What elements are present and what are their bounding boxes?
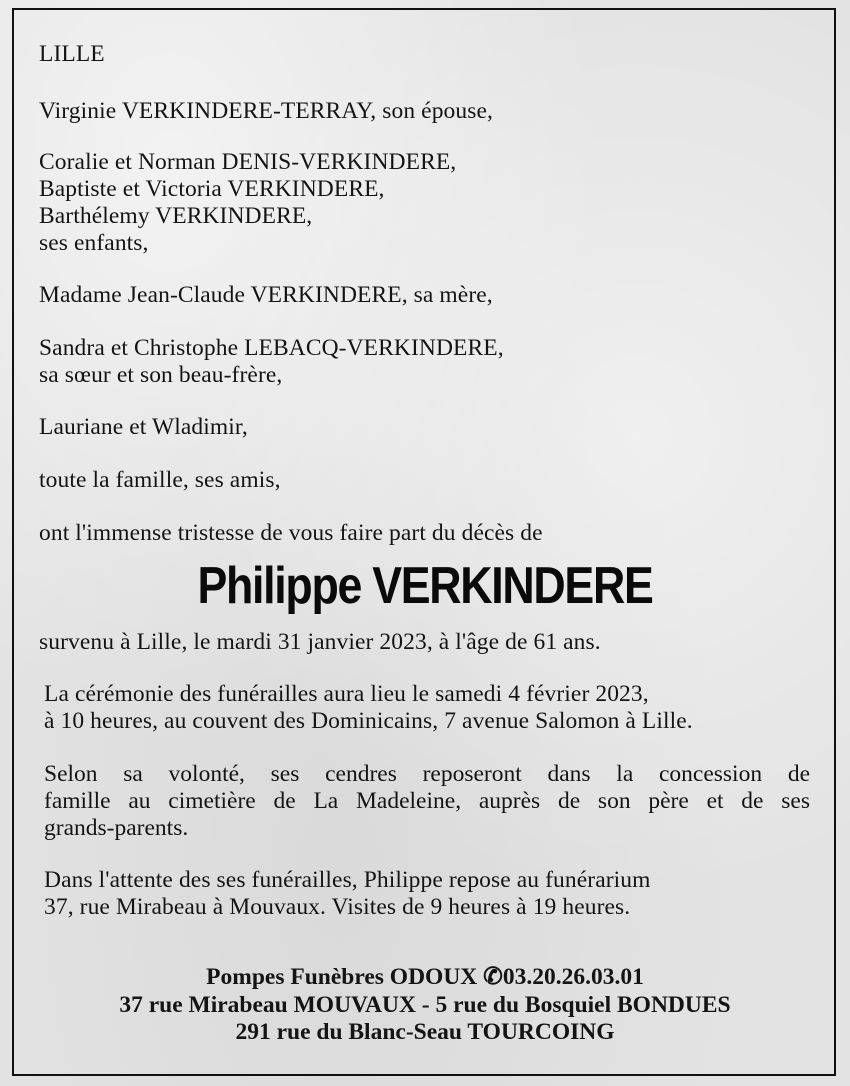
deceased-name: Philippe VERKINDERE	[197, 557, 653, 615]
funeral-home-phone: 03.20.26.03.01	[502, 964, 644, 990]
wishes-line-2: famille au cimetière de La Madeleine, auprès de son père et de ses	[44, 788, 810, 814]
wishes-line-3: grands-parents.	[44, 815, 189, 841]
wife-line: Virginie VERKINDERE-TERRAY, son épouse,	[39, 98, 493, 124]
others-line: Lauriane et Wladimir,	[39, 414, 248, 440]
children-line: Coralie et Norman DENIS-VERKINDERE,	[39, 149, 457, 175]
ceremony-line: à 10 heures, au couvent des Dominicains, 7 avenue Salomon à Lille.	[44, 708, 693, 734]
death-details: survenu à Lille, le mardi 31 janvier 2023, à l'âge de 61 ans.	[39, 629, 601, 655]
sister-relation: sa sœur et son beau-frère,	[39, 362, 283, 388]
funeral-home-address: 37 rue Mirabeau MOUVAUX - 5 rue du Bosquiel BONDUES	[119, 992, 731, 1018]
sister-line: Sandra et Christophe LEBACQ-VERKINDERE,	[39, 335, 504, 361]
funeral-home-name: Pompes Funèbres ODOUX	[206, 964, 478, 990]
funerarium-line: Dans l'attente des ses funérailles, Philippe repose au funérarium	[44, 867, 651, 893]
funerarium-line: 37, rue Mirabeau à Mouvaux. Visites de 9 heures à 19 heures.	[44, 894, 631, 920]
wishes-line	[44, 760, 810, 788]
wishes-line	[44, 787, 810, 815]
announcement-line: ont l'immense tristesse de vous faire part du décès de	[39, 520, 543, 546]
city-label: LILLE	[39, 41, 105, 67]
children-line: Barthélemy VERKINDERE,	[39, 203, 313, 229]
wishes-line-1: Selon sa volonté, ses cendres reposeront dans la concession de	[44, 761, 810, 787]
ceremony-line: La cérémonie des funérailles aura lieu le samedi 4 février 2023,	[44, 681, 649, 707]
funeral-home-line	[0, 963, 850, 991]
phone-icon: ✆	[483, 964, 503, 990]
mother-line: Madame Jean-Claude VERKINDERE, sa mère,	[39, 282, 493, 308]
children-relation: ses enfants,	[39, 230, 149, 256]
friends-line: toute la famille, ses amis,	[39, 467, 281, 493]
children-line: Baptiste et Victoria VERKINDERE,	[39, 176, 385, 202]
funeral-home-address: 291 rue du Blanc-Seau TOURCOING	[235, 1019, 615, 1045]
wishes-line	[44, 814, 810, 842]
